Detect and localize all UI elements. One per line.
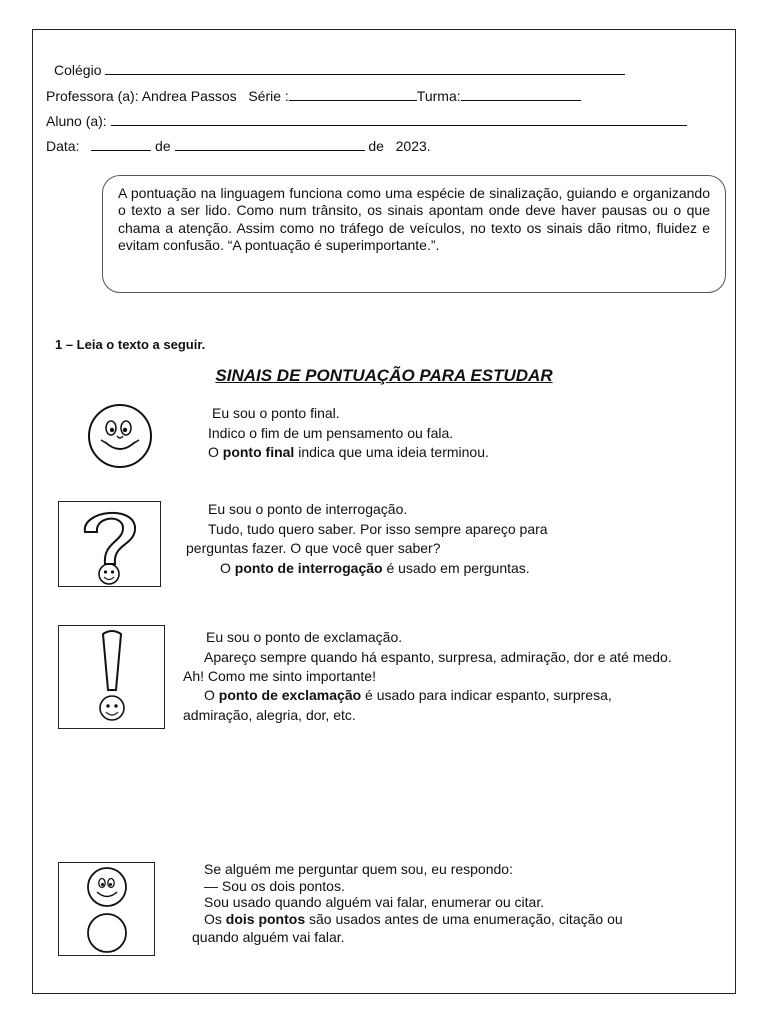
grade-label: Série : [248, 88, 289, 104]
item3-line4-post: é usado para indicar espanto, surpresa, [361, 687, 612, 703]
item4-line5: quando alguém vai falar. [192, 929, 345, 945]
item3-line3: Ah! Como me sinto importante! [183, 668, 376, 684]
item4-line1: Se alguém me perguntar quem sou, eu respondo: [204, 861, 513, 877]
item4-line4-pre: Os [204, 911, 226, 927]
grade-field[interactable] [289, 86, 417, 101]
date-day-field[interactable] [91, 136, 151, 151]
teacher-line [46, 86, 581, 105]
item1-line1: Eu sou o ponto final. [212, 405, 340, 421]
item2-line4 [220, 559, 530, 579]
question-1: 1 – Leia o texto a seguir. [55, 337, 206, 352]
item2-line1: Eu sou o ponto de interrogação. [208, 501, 408, 517]
item3-line1: Eu sou o ponto de exclamação. [206, 629, 403, 645]
student-field[interactable] [111, 111, 687, 126]
item1-line3 [208, 443, 489, 463]
school-field[interactable] [105, 60, 625, 75]
item4-line4-post: são usados antes de uma enumeração, citação ou [305, 911, 623, 927]
date-line [46, 136, 431, 155]
date-label: Data: [46, 138, 80, 154]
item2-line4-pre: O [220, 560, 235, 576]
item2-line4-post: é usado em perguntas. [382, 560, 530, 576]
item3-line2: Apareço sempre quando há espanto, surpresa, admiração, dor e até medo. [204, 649, 672, 665]
date-of-1: de [155, 138, 171, 154]
item2-line3: perguntas fazer. O que você quer saber? [186, 540, 441, 556]
item1-line3-bold: ponto final [222, 444, 295, 460]
colon-smiley-icon [58, 862, 155, 956]
student-line [46, 111, 687, 130]
item3-line5: admiração, alegria, dor, etc. [183, 707, 356, 723]
school-label: Colégio [54, 62, 102, 78]
item1-line3-post: indica que uma ideia terminou. [294, 444, 489, 460]
page-title: SINAIS DE PONTUAÇÃO PARA ESTUDAR [215, 366, 553, 385]
period-smiley-icon [60, 398, 180, 474]
item2-line2: Tudo, tudo quero saber. Por isso sempre apareço para [208, 521, 548, 537]
exclamation-mark-smiley-icon [58, 625, 165, 729]
item4-line3: Sou usado quando alguém vai falar, enumerar ou citar. [204, 894, 545, 910]
student-label: Aluno (a): [46, 113, 107, 129]
item3-line4 [204, 686, 612, 706]
teacher-label: Professora (a): Andrea Passos [46, 88, 237, 104]
item3-line4-bold: ponto de exclamação [218, 687, 362, 703]
item3-line4-pre: O [204, 687, 219, 703]
item1-line2: Indico o fim de um pensamento ou fala. [208, 425, 454, 441]
item1-line3-pre: O [208, 444, 223, 460]
date-of-2: de [368, 138, 384, 154]
item4-line4 [204, 910, 623, 930]
item4-line4-bold: dois pontos [225, 911, 306, 927]
item4-line2: — Sou os dois pontos. [204, 878, 345, 894]
school-line [54, 60, 625, 79]
class-label: Turma: [416, 88, 461, 104]
date-month-field[interactable] [175, 136, 365, 151]
question-mark-smiley-icon [58, 501, 161, 587]
class-field[interactable] [461, 86, 581, 101]
intro-text: A pontuação na linguagem funciona como uma espécie de sinalização, guiando e organizando o texto a ser lido. Como num trânsito, os sinais apontam onde deve haver pausas ou o que chama a atenção. Assim como no tráfego de veículos, no texto os sinais dão ritmo, fluidez e evitam confusão. “A pontuação é superimportante.”. [118, 185, 710, 254]
date-year: 2023. [395, 138, 431, 154]
item2-line4-bold: ponto de interrogação [234, 560, 383, 576]
